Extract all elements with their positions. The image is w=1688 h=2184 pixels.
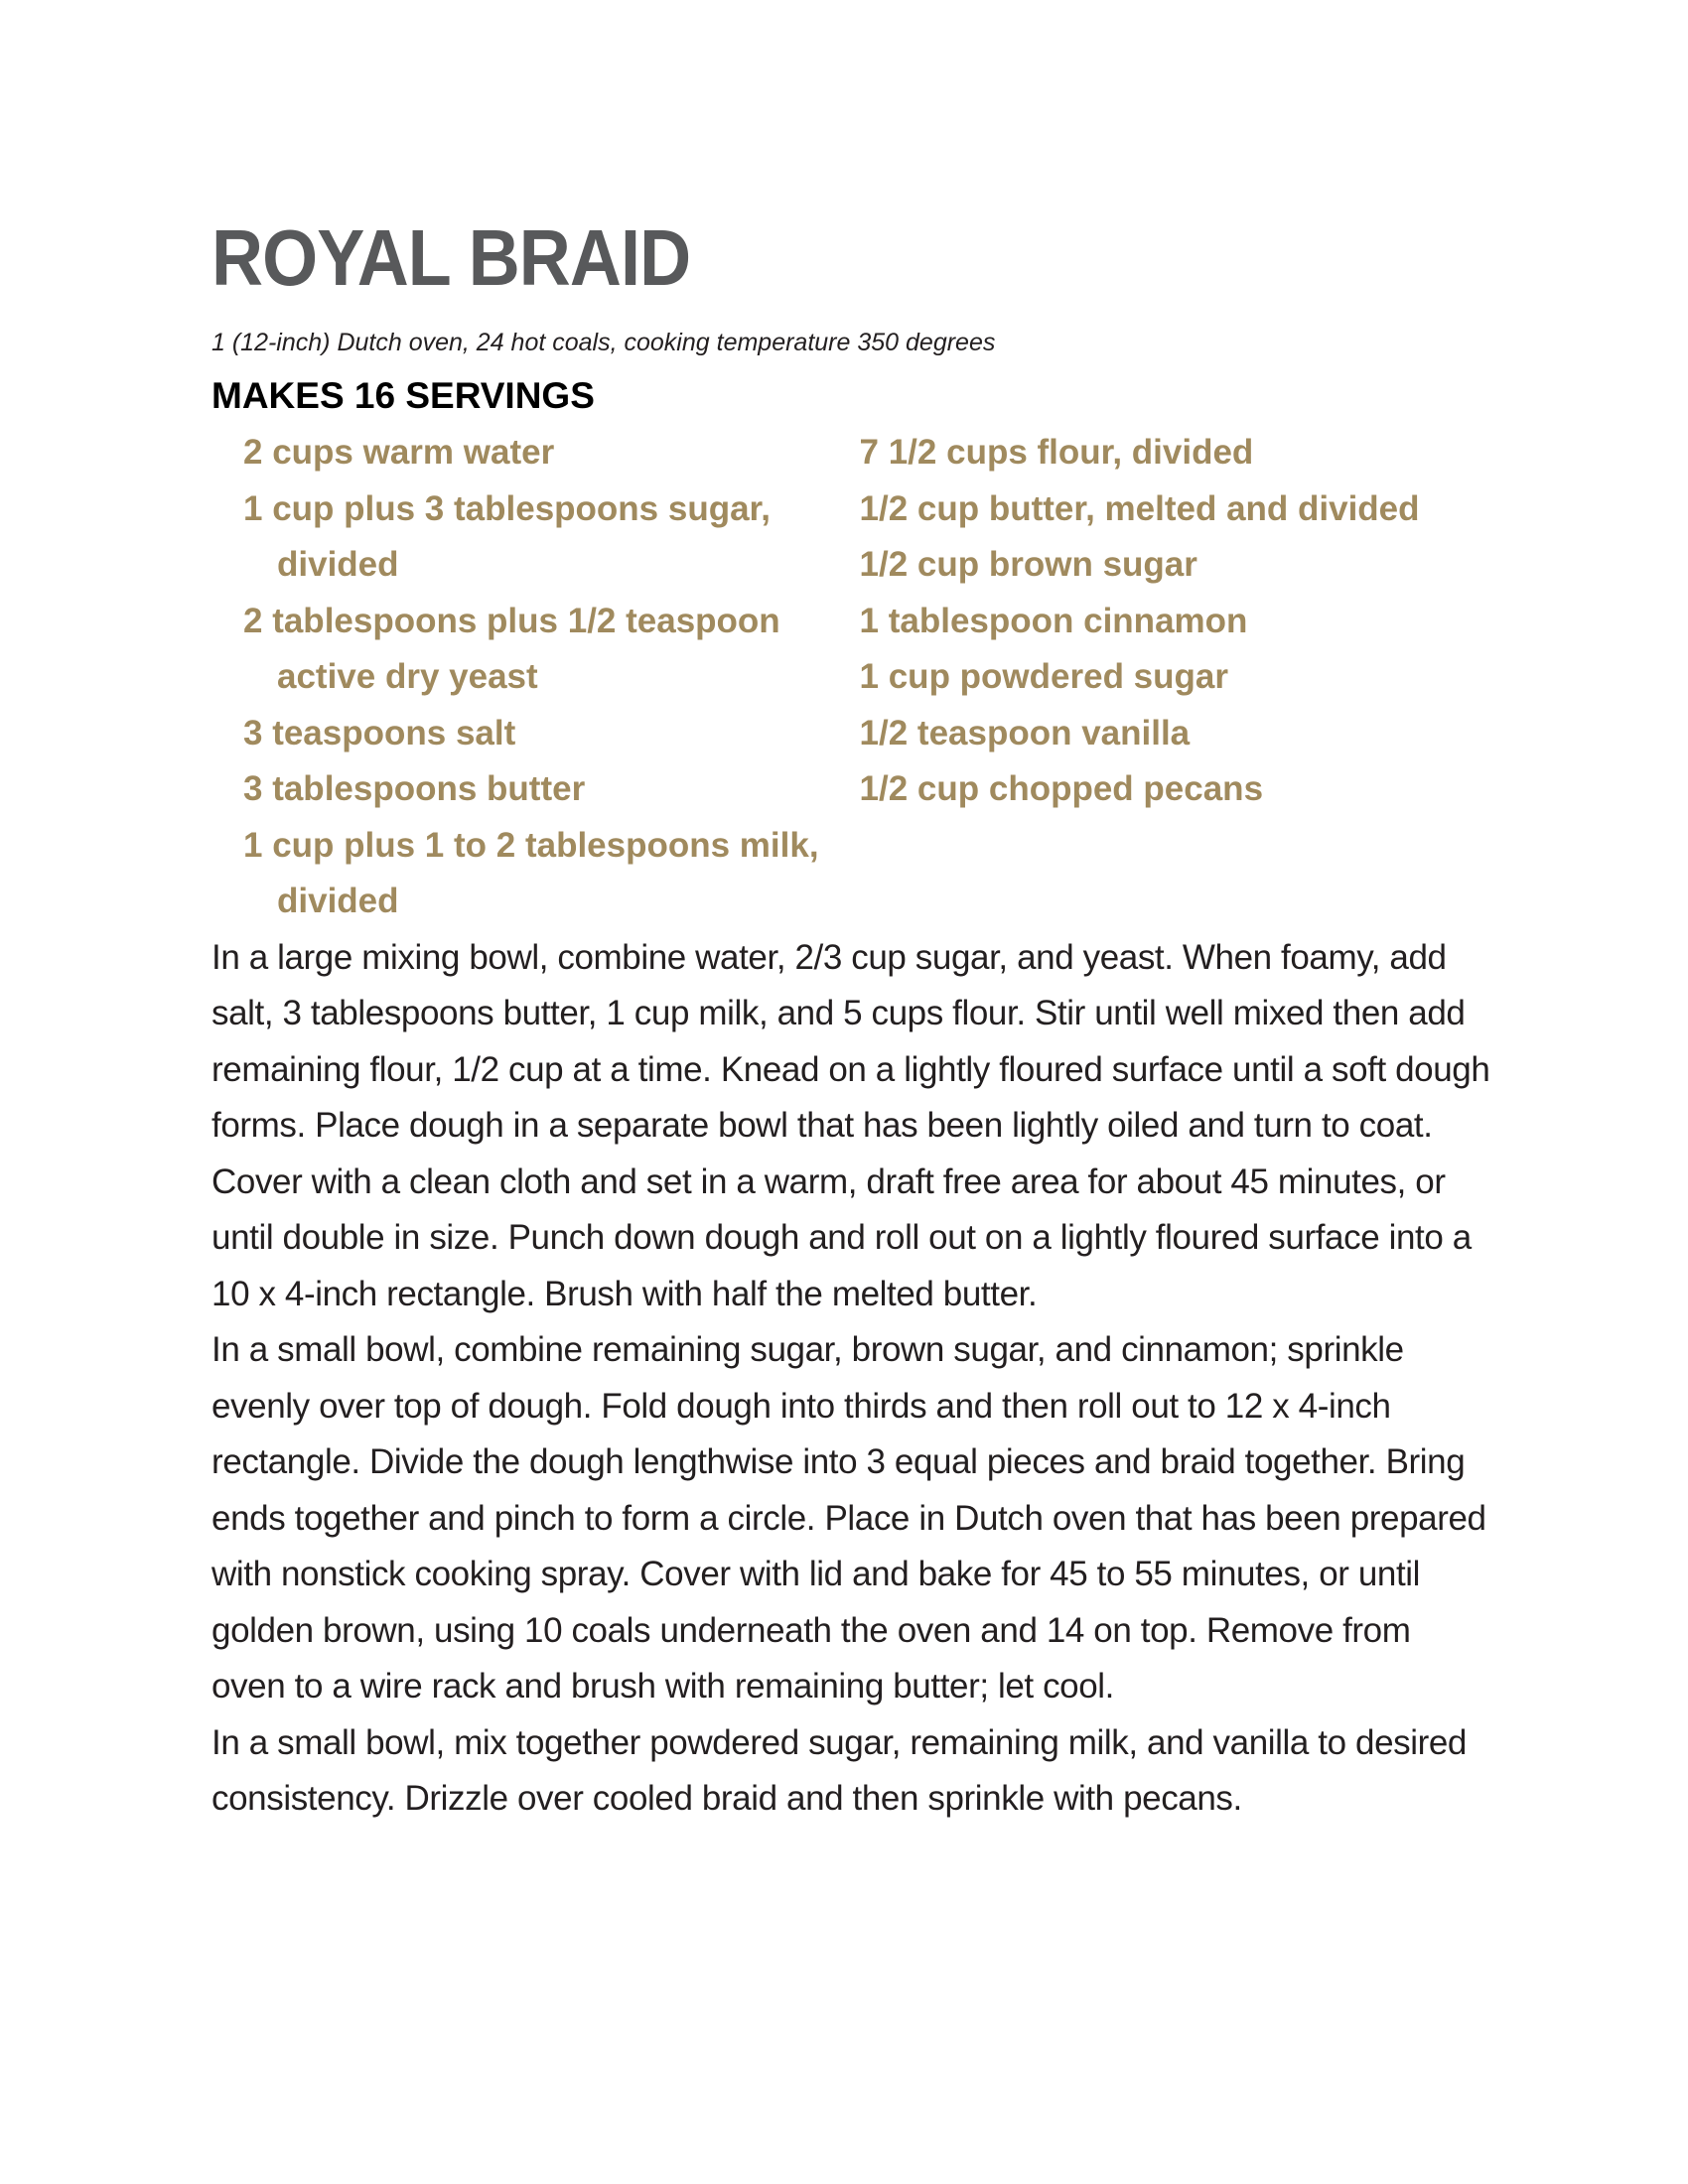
recipe-title: ROYAL BRAID [211,213,691,302]
directions [211,930,1492,1828]
servings-heading: MAKES 16 SERVINGS [211,375,595,416]
ingredients-column-left [211,425,860,930]
direction-paragraph: In a large mixing bowl, combine water, 2/3 cup sugar, and yeast. When foamy, add salt, 3 tablespoons butter, 1 cup milk, and 5 cups flour. Stir until well mixed then add remaining flour, 1/2 cup at a time. Knead on a lightly floured surface until a soft dough forms. Place dough in a separate bowl that has been lightly oiled and turn to coat. Cover with a clean cloth and set in a warm, draft free area for about 45 minutes, or until double in size. Punch down dough and roll out on a lightly floured surface into a 10 x 4-inch rectangle. Brush with half the melted butter. [211,937,1490,1313]
ingredient-item: 1 tablespoon cinnamon [859,601,1248,640]
direction-paragraph: In a small bowl, combine remaining sugar, brown sugar, and cinnamon; sprinkle evenly over top of dough. Fold dough into thirds and then roll out to 12 x 4-inch rectangle. Divide the dough lengthwise into 3 equal pieces and braid together. Bring ends together and pinch to form a circle. Place in Dutch oven that has been prepared with nonstick cooking spray. Cover with lid and bake for 45 to 55 minutes, or until golden brown, using 10 coals underneath the oven and 14 on top. Remove from oven to a wire rack and brush with remaining butter; let cool. [211,1330,1486,1706]
ingredient-item: 1 cup plus 3 tablespoons sugar, divided [243,488,771,584]
ingredient-item: 2 cups warm water [243,433,555,472]
ingredient-item: 1 cup plus 1 to 2 tablespoons milk, divided [243,825,819,920]
ingredient-item: 7 1/2 cups flour, divided [859,433,1254,472]
recipe-page [211,208,1492,1828]
ingredient-item: 1/2 teaspoon vanilla [859,713,1191,752]
ingredient-item: 1/2 cup chopped pecans [859,769,1264,808]
ingredients-list [211,425,1492,930]
ingredient-item: 3 teaspoons salt [243,713,516,752]
ingredient-item: 3 tablespoons butter [243,769,586,808]
ingredient-item: 1/2 cup brown sugar [859,545,1197,584]
ingredient-item: 1/2 cup butter, melted and divided [859,488,1420,528]
ingredient-item: 2 tablespoons plus 1/2 teaspoon active dry yeast [243,601,780,696]
equipment-note: 1 (12-inch) Dutch oven, 24 hot coals, cooking temperature 350 degrees [211,329,996,356]
ingredient-item: 1 cup powdered sugar [859,657,1228,696]
direction-paragraph: In a small bowl, mix together powdered sugar, remaining milk, and vanilla to desired consistency. Drizzle over cooled braid and then sprinkle with pecans. [211,1722,1467,1818]
ingredients-column-right [860,425,1492,930]
